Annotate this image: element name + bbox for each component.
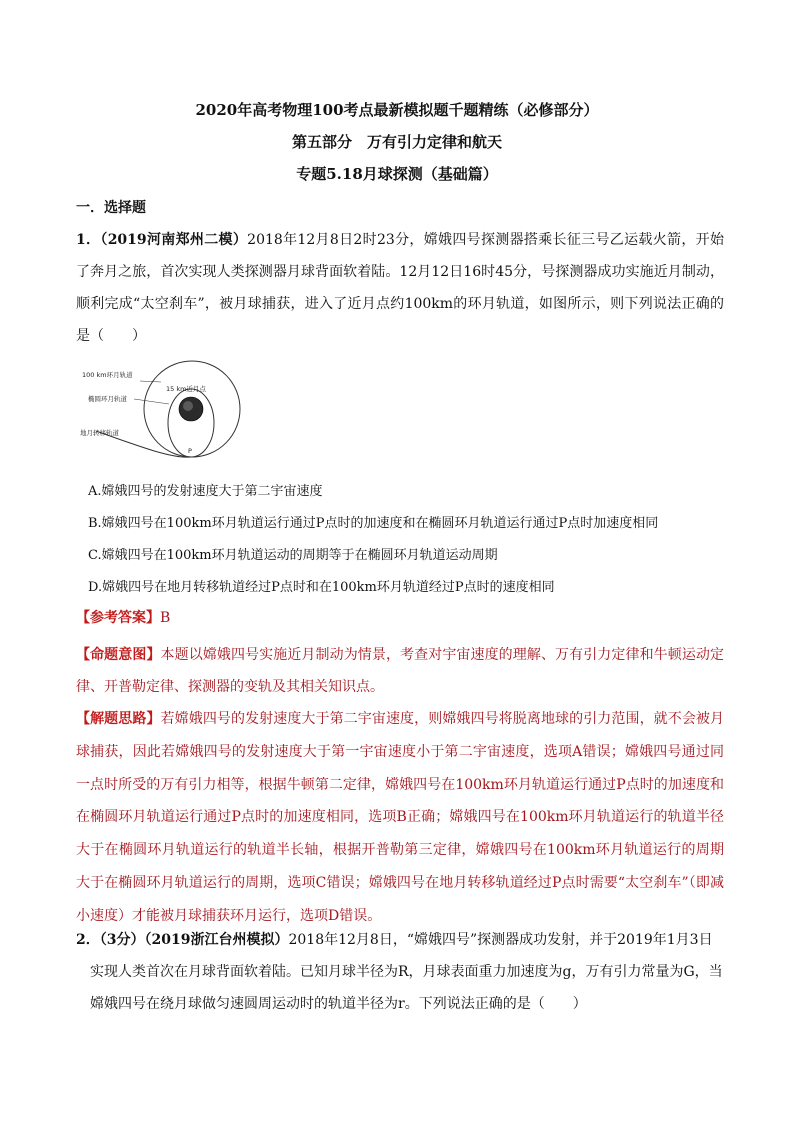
document-title: 2020年高考物理100考点最新模拟题千题精练（必修部分） [195, 101, 599, 119]
idea-text: 若嫦娥四号的发射速度大于第二宇宙速度，则嫦娥四号将脱离地球的引力范围，就不会被月球捕获，因此若嫦娥四号的发射速度大于第一宇宙速度小于第二宇宙速度，选项A错误；嫦娥四号通过同一点时所受的万有引力相等，根据牛顿第二定律，嫦娥四号在100km环月轨道运行通过P点时的加速度和在椭圆环月轨道运行通过P点时的加速度相同，选项B正确；嫦娥四号在100km环月轨道运行的轨道半径大于在椭圆环月轨道运行的轨道半长轴，根据开普勒第三定律，嫦娥四号在100km环月轨道运行的周期大于在椭圆环月轨道运行的周期，选项C错误；嫦娥四号在地月转移轨道经过P点时需要“太空刹车”（即减小速度）才能被月球捕获环月运行，选项D错误。 [76, 711, 725, 924]
intent-text: 本题以嫦娥四号实施近月制动为情景，考查对宇宙速度的理解、万有引力定律和牛顿运动定律、开普勒定律、探测器的变轨及其相关知识点。 [76, 647, 725, 695]
orbit-diagram [76, 355, 266, 460]
option-a: A.嫦娥四号的发射速度大于第二宇宙速度 [88, 484, 323, 499]
part-title: 第五部分 万有引力定律和航天 [291, 133, 502, 151]
option-b: B.嫦娥四号在100km环月轨道运行通过P点时的加速度和在椭圆环月轨道运行通过P点时加速度相同 [88, 516, 659, 531]
label-15km-perilune: 15 km近月点 [166, 385, 206, 393]
section-heading: 一．选择题 [76, 200, 146, 216]
label-100km-orbit: 100 km环月轨道 [82, 371, 133, 379]
label-elliptical-orbit: 椭圆环月轨道 [88, 395, 127, 403]
topic-title: 专题5.18月球探测（基础篇） [296, 165, 498, 183]
question-2-source: （2019浙江台州模拟） [144, 932, 289, 948]
question-1-text: 2018年12月8日2时23分，嫦娥四号探测器搭乘长征三号乙运载火箭，开始了奔月之旅，首次实现人类探测器月球背面软着陆。12月12日16时45分，号探测器成功实施近月制动，顺利完成“太空刹车”，被月球捕获，进入了近月点约100km的环月轨道，如图所示，则下列说法正确的是（ ） [76, 232, 724, 344]
question-2-line-3: 嫦娥四号在绕月球做匀速圆周运动时的轨道半径为r。下列说法正确的是（ ） [90, 996, 587, 1012]
question-2-text-1: 2018年12月8日，“嫦娥四号”探测器成功发射，并于2019年1月3日 [288, 932, 713, 948]
question-2-line-1 [76, 929, 713, 951]
question-1-number: 1． [76, 232, 101, 248]
question-2-number: 2． [76, 932, 100, 948]
option-d: D.嫦娥四号在地月转移轨道经过P点时和在100km环月轨道经过P点时的速度相同 [88, 580, 555, 595]
idea-tag: 【解题思路】 [76, 711, 161, 727]
intent-tag: 【命题意图】 [76, 647, 161, 663]
question-intent [76, 639, 724, 703]
answer-value: B [160, 610, 171, 626]
reference-answer [76, 607, 170, 629]
question-1-source: （2019河南郑州二模） [100, 232, 248, 248]
question-1-stem [76, 224, 724, 352]
solution-idea [76, 703, 724, 933]
answer-tag: 【参考答案】 [76, 610, 160, 626]
label-point-p: P [188, 447, 192, 455]
question-2-score: （3分） [99, 932, 145, 948]
option-c: C.嫦娥四号在100km环月轨道运动的周期等于在椭圆环月轨道运动周期 [88, 548, 498, 563]
label-transfer-orbit: 地月转移轨道 [80, 429, 119, 437]
question-2-line-2: 实现人类首次在月球背面软着陆。已知月球半径为R，月球表面重力加速度为g，万有引力常量为G，当 [90, 964, 723, 980]
